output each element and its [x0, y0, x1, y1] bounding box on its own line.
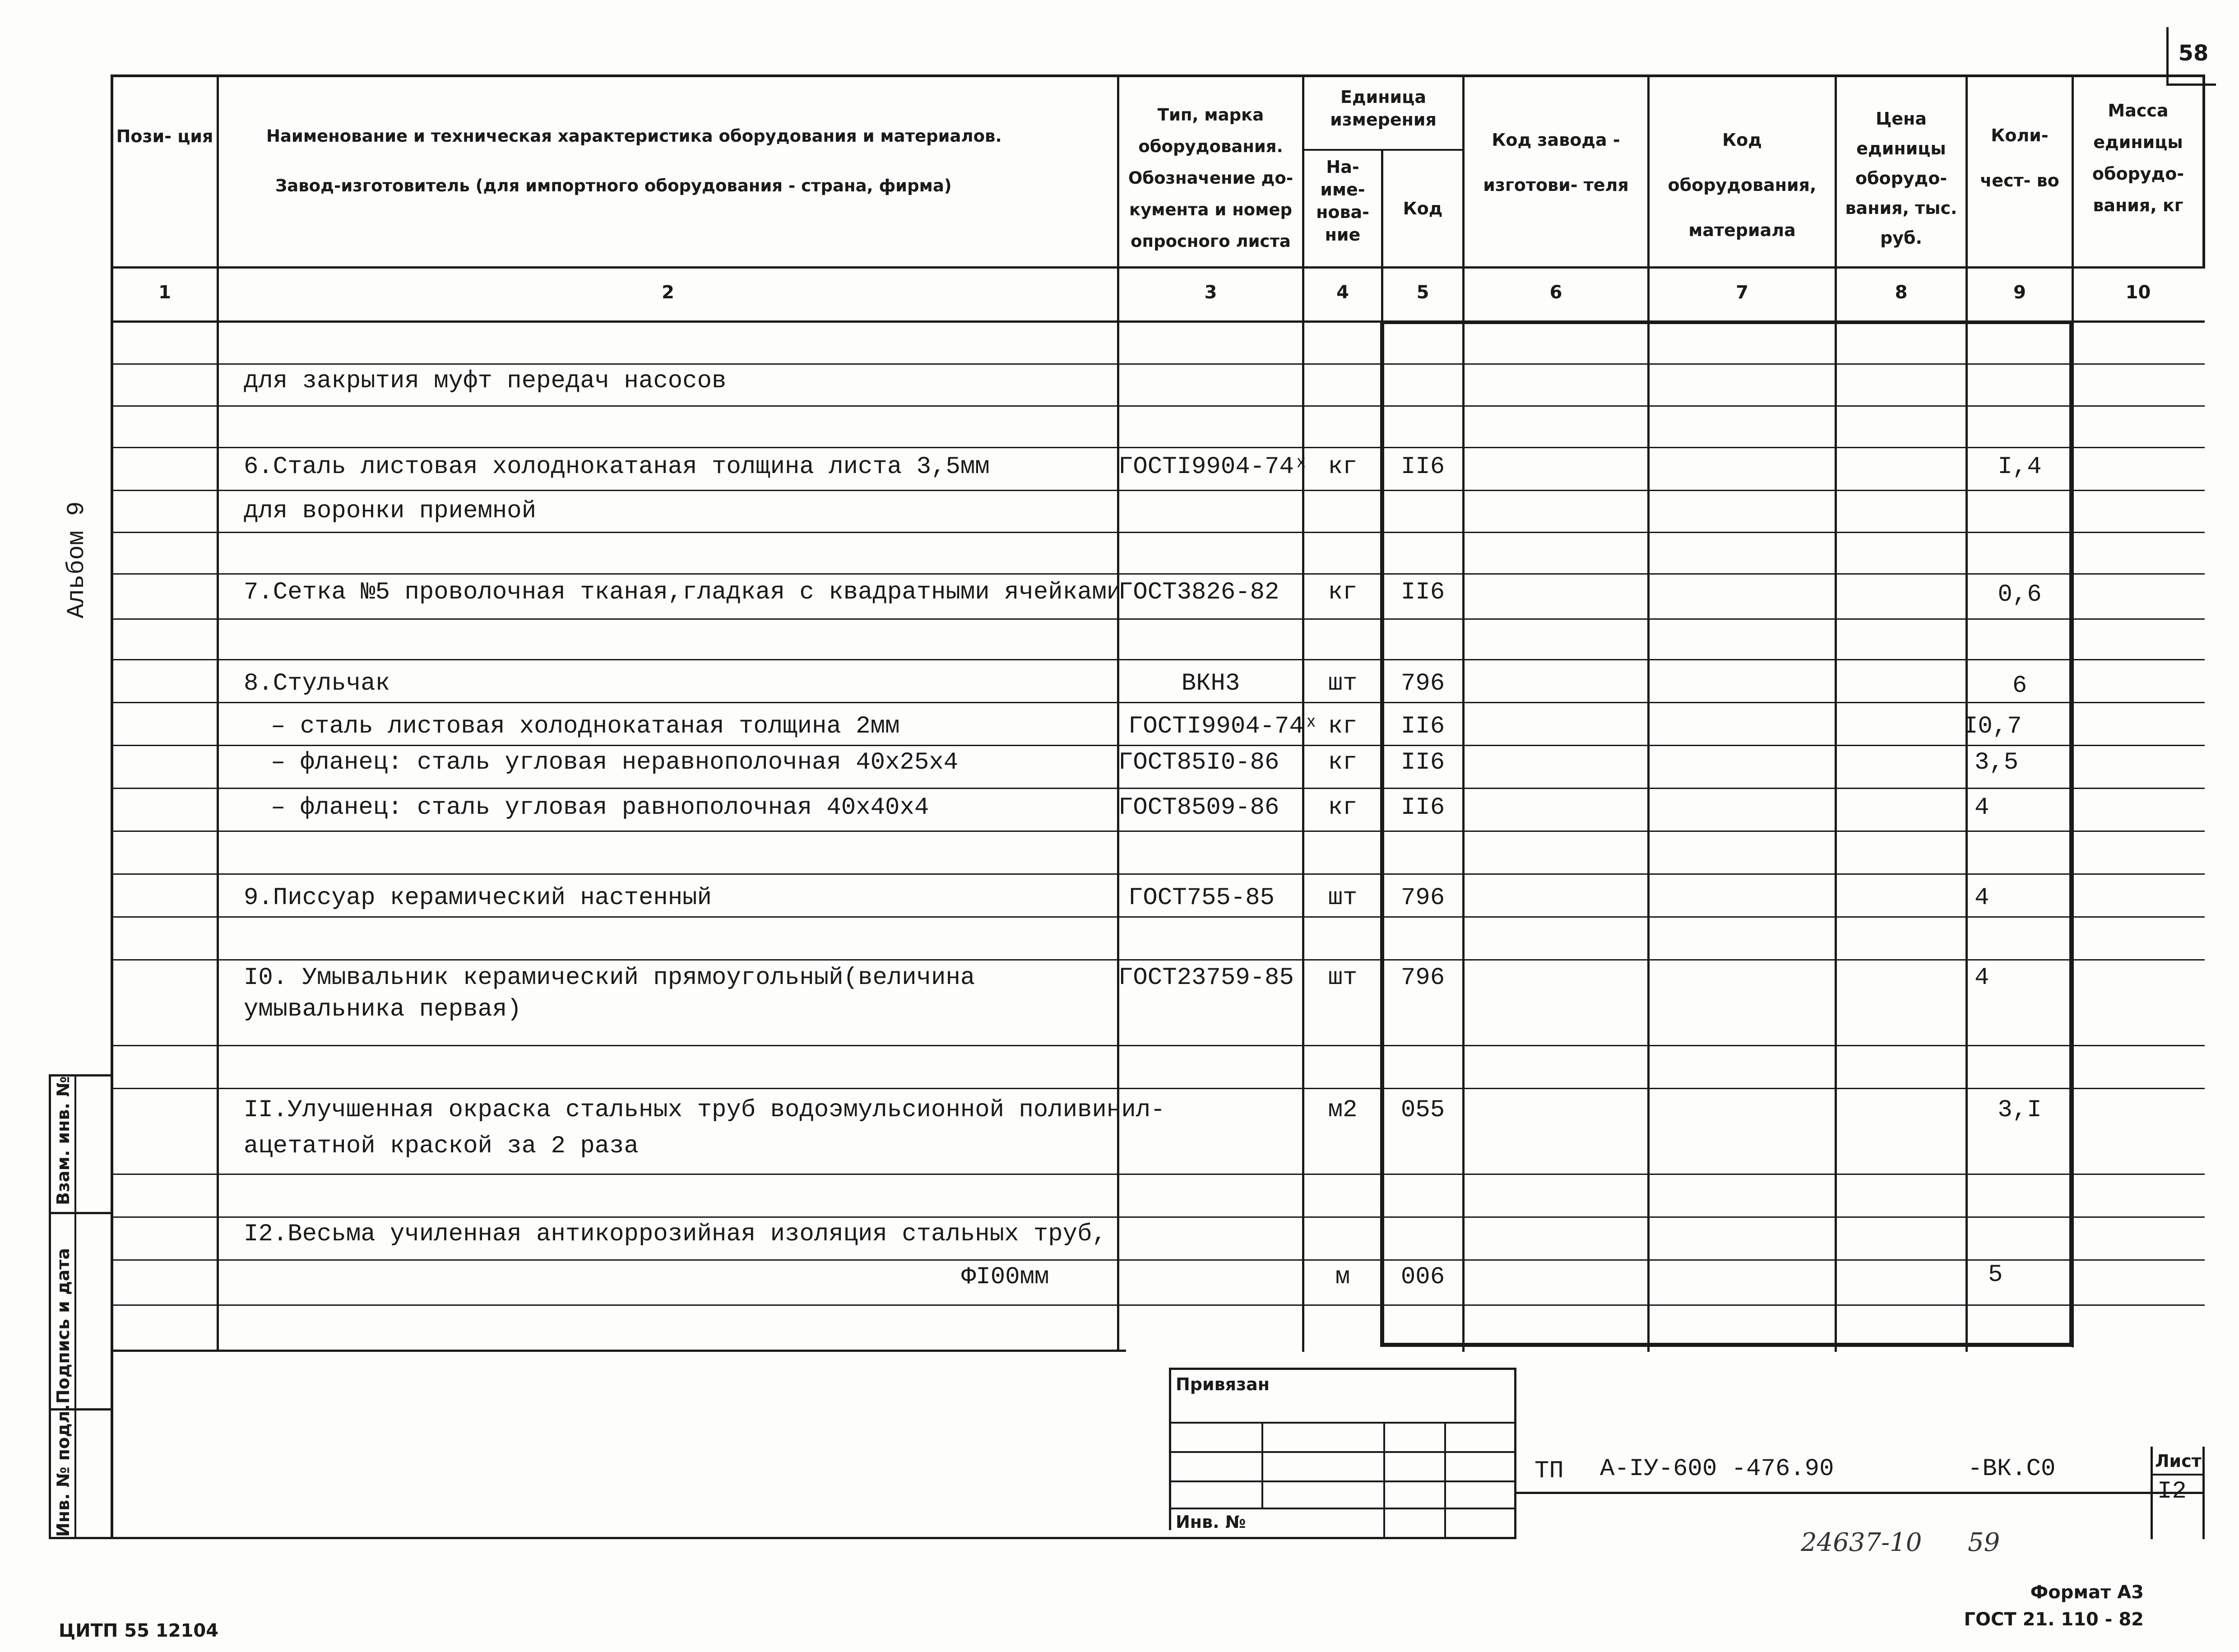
row-code: II6 — [1400, 794, 1445, 821]
col-number-7: 7 — [1736, 282, 1748, 303]
row-code: 006 — [1400, 1263, 1445, 1291]
title-inv-no: Инв. № — [1176, 1512, 1246, 1532]
row-qty: I0,7 — [1963, 713, 2022, 740]
header-name-line1: Наименование и техническая характеристика оборудования и материалов. — [266, 126, 1002, 146]
title-tp: ТП — [1534, 1457, 1564, 1485]
row-qty: 4 — [1975, 964, 1989, 992]
row-qty: 3,5 — [1975, 749, 2019, 776]
footer-format: Формат А3 — [2030, 1582, 2144, 1603]
row-code: 796 — [1400, 884, 1445, 912]
col-number-3: 3 — [1204, 282, 1217, 303]
row-code: 796 — [1400, 670, 1445, 697]
header-price: Цена единицы оборудо- вания, тыс. руб. — [1845, 109, 1957, 248]
row-name: ацетатной краской за 2 раза — [244, 1132, 639, 1160]
row-type: ГОСТ8509-86 — [1118, 794, 1279, 821]
row-unit: шт — [1328, 670, 1358, 697]
row-type: ГОСТ85I0-86 — [1118, 749, 1279, 776]
row-name: – сталь листовая холоднокатаная толщина 2мм — [271, 713, 900, 740]
header-quantity: Коли- чест- во — [1980, 125, 2059, 190]
row-name: 6.Сталь листовая холоднокатаная толщина листа 3,5мм — [244, 453, 990, 481]
stamp-podpis: Подпись и дата — [53, 1248, 73, 1404]
row-unit: кг — [1328, 794, 1358, 821]
header-mass: Масса единицы оборудо- вания, кг — [2092, 101, 2184, 215]
album-label: Альбом 9 — [63, 501, 91, 618]
col-number-10: 10 — [2125, 282, 2151, 303]
row-type: ГОСТI9904-74ˣ — [1128, 713, 1319, 740]
row-name: 9.Писсуар керамический настенный — [244, 884, 712, 912]
row-qty: 4 — [1975, 884, 1989, 912]
row-qty: 3,I — [1998, 1096, 2042, 1124]
row-name: для воронки приемной — [244, 497, 537, 525]
header-factory-code: Код завода - изготови- теля — [1483, 130, 1629, 195]
row-unit: кг — [1328, 713, 1358, 740]
row-code: 055 — [1400, 1096, 1445, 1124]
row-name: 7.Сетка №5 проволочная тканая,гладкая с квадратными ячейками — [244, 579, 1122, 606]
col-number-2: 2 — [662, 282, 674, 303]
col-number-5: 5 — [1416, 282, 1429, 303]
row-unit: кг — [1328, 579, 1358, 606]
row-name: умывальника первая) — [244, 996, 522, 1023]
row-qty: 6 — [2012, 672, 2027, 700]
row-type: ГОСТ755-85 — [1128, 884, 1275, 912]
row-type: ГОСТ23759-85 — [1118, 964, 1294, 992]
header-unit-name: На- име- нова- ние — [1316, 157, 1369, 245]
header-type: Тип, марка оборудования. Обозначение до- кумента и номер опросного листа — [1128, 105, 1293, 251]
title-privyazan: Привязан — [1176, 1374, 1270, 1394]
row-code: II6 — [1400, 579, 1445, 606]
header-unit-code: Код — [1403, 199, 1443, 218]
footer-gost: ГОСТ 21. 110 - 82 — [1964, 1609, 2144, 1630]
title-suffix: -ВК.С0 — [1968, 1455, 2056, 1483]
row-type: ГОСТI9904-74ˣ — [1118, 453, 1309, 481]
row-code: 796 — [1400, 964, 1445, 992]
row-qty: 5 — [1988, 1261, 2003, 1289]
row-code: II6 — [1400, 749, 1445, 776]
row-qty: I,4 — [1998, 453, 2042, 481]
row-name: II.Улучшенная окраска стальных труб водоэмульсионной поливинил- — [244, 1096, 1165, 1124]
row-unit: кг — [1328, 749, 1358, 776]
row-unit: шт — [1328, 884, 1358, 912]
stamp-vzam: Взам. инв. № — [53, 1076, 73, 1205]
title-designation: А-IУ-600 -476.90 — [1600, 1455, 1834, 1483]
row-qty: 0,6 — [1998, 581, 2042, 608]
page-number: 58 — [2178, 41, 2209, 66]
row-name: ФI00мм — [961, 1263, 1049, 1291]
row-unit: шт — [1328, 964, 1358, 992]
title-sheet-number: I2 — [2157, 1478, 2187, 1505]
header-name-line2: Завод-изготовитель (для импортного оборудования - страна, фирма) — [275, 176, 952, 195]
page-number-box-bottom — [2166, 84, 2216, 86]
stamp-inv-podl: Инв. № подл. — [53, 1404, 73, 1537]
header-position: Пози- ция — [116, 126, 213, 146]
row-name: – фланец: сталь угловая равнополочная 40х40х4 — [271, 794, 929, 821]
row-unit: кг — [1328, 453, 1358, 481]
col-number-6: 6 — [1549, 282, 1562, 303]
handwritten-archive-no: 24637-10 — [1801, 1528, 1922, 1557]
col-number-8: 8 — [1895, 282, 1908, 303]
row-unit: м — [1335, 1263, 1350, 1291]
row-name: I2.Весьма училенная антикоррозийная изоляция стальных труб, — [244, 1220, 1107, 1248]
row-code: II6 — [1400, 713, 1445, 740]
handwritten-page-no: 59 — [1968, 1528, 2000, 1557]
col-number-9: 9 — [2013, 282, 2026, 303]
row-code: II6 — [1400, 453, 1445, 481]
row-name: 8.Стульчак — [244, 670, 390, 697]
col-number-4: 4 — [1336, 282, 1349, 303]
title-sheet-label: Лист — [2155, 1451, 2202, 1471]
row-name: I0. Умывальник керамический прямоугольный(величина — [244, 964, 975, 992]
row-qty: 4 — [1975, 794, 1989, 821]
row-unit: м2 — [1328, 1096, 1358, 1124]
row-name: для закрытия муфт передач насосов — [244, 367, 727, 395]
header-equipment-code: Код оборудования, материала — [1668, 130, 1817, 240]
row-name: – фланец: сталь угловая неравнополочная 40х25х4 — [271, 749, 959, 776]
row-type: ВКН3 — [1181, 670, 1240, 697]
header-unit-group: Единица измерения — [1330, 87, 1437, 130]
col-number-1: 1 — [158, 282, 171, 303]
footer-citp: ЦИТП 55 12104 — [59, 1620, 219, 1641]
row-type: ГОСТ3826-82 — [1118, 579, 1279, 606]
